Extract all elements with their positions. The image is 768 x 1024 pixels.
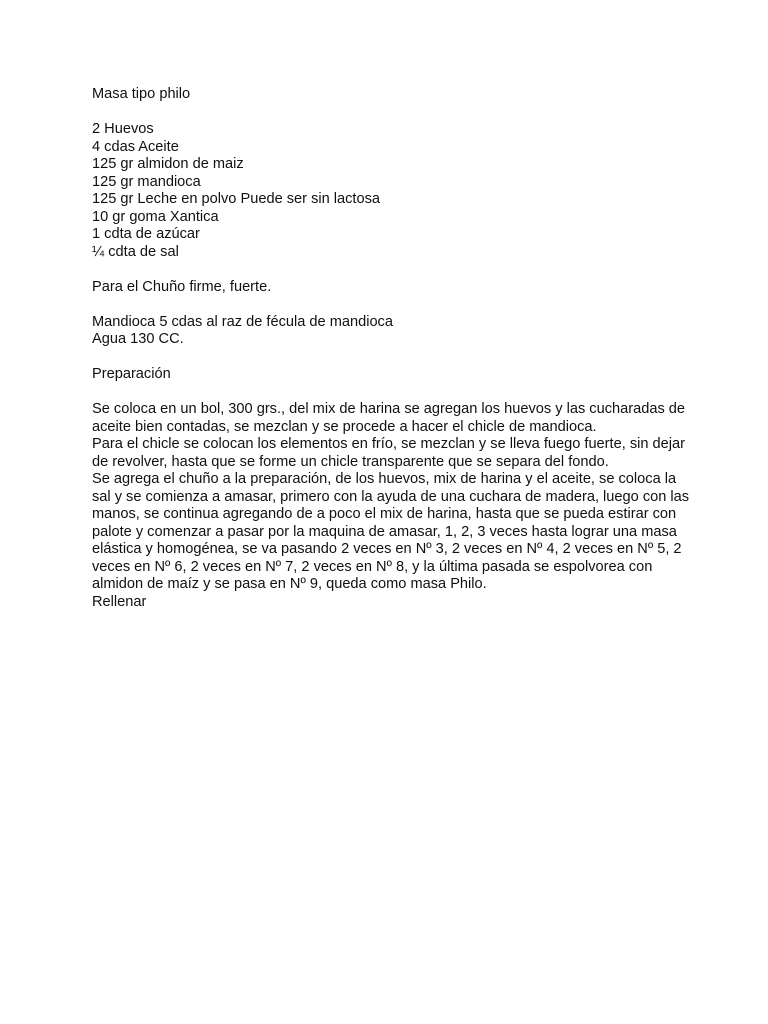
ingredient-line: 10 gr goma Xantica [92,208,219,225]
preparation-line: Se coloca en un bol, 300 grs., del mix de harina se agregan los huevos y las cucharadas de [92,401,686,417]
document-page [92,86,690,611]
spacer [92,296,682,314]
spacer [92,261,682,279]
chuno-ingredients [92,314,682,349]
preparation-line: sal y se comienza a amasar, primero con la ayuda de una cuchara de madera, luego con las [92,488,690,505]
preparation-line: manos, se continua agregando de a poco el mix de harina, hasta que se pueda estirar con [92,506,677,522]
ingredient-line: ¼ cdta de sal [92,243,179,260]
recipe-title: Masa tipo philo [92,86,191,102]
chuno-line: Agua 130 CC. [92,331,184,347]
preparation-line: Para el chicle se colocan los elementos en frío, se mezclan y se lleva fuego fuerte, sin dejar [92,436,685,452]
ingredient-line: 4 cdas Aceite [92,138,179,155]
preparation-line: aceite bien contadas, se mezclan y se procede a hacer el chicle de mandioca. [92,418,597,435]
preparation-line: de revolver, hasta que se forme un chicle transparente que se separa del fondo. [92,453,609,470]
preparation-heading: Preparación [92,366,171,382]
preparation-line: almidon de maíz y se pasa en Nº 9, queda como masa Philo. [92,576,487,592]
chuno-line: Mandioca 5 cdas al raz de fécula de mandioca [92,313,393,330]
spacer [92,349,682,367]
spacer [92,384,682,402]
preparation-line: Se agrega el chuño a la preparación, de los huevos, mix de harina y el aceite, se coloca la [92,471,677,487]
ingredient-line: 125 gr Leche en polvo Puede ser sin lactosa [92,191,381,207]
preparation-line: elástica y homogénea, se va pasando 2 veces en Nº 3, 2 veces en Nº 4, 2 veces en Nº 5, 2 [92,541,682,557]
preparation-text [92,401,690,611]
spacer [92,104,682,122]
ingredient-line: 1 cdta de azúcar [92,226,200,242]
ingredient-line: 125 gr almidon de maiz [92,156,244,172]
preparation-line: Rellenar [92,593,147,610]
chuno-heading: Para el Chuño firme, fuerte. [92,278,272,295]
ingredient-line: 125 gr mandioca [92,173,201,190]
preparation-line: palote y comenzar a pasar por la maquina de amasar, 1, 2, 3 veces hasta lograr una masa [92,523,677,540]
preparation-line: veces en Nº 6, 2 veces en Nº 7, 2 veces en Nº 8, y la última pasada se espolvorea con [92,558,653,575]
ingredient-line: 2 Huevos [92,121,154,137]
ingredients-list [92,121,682,261]
